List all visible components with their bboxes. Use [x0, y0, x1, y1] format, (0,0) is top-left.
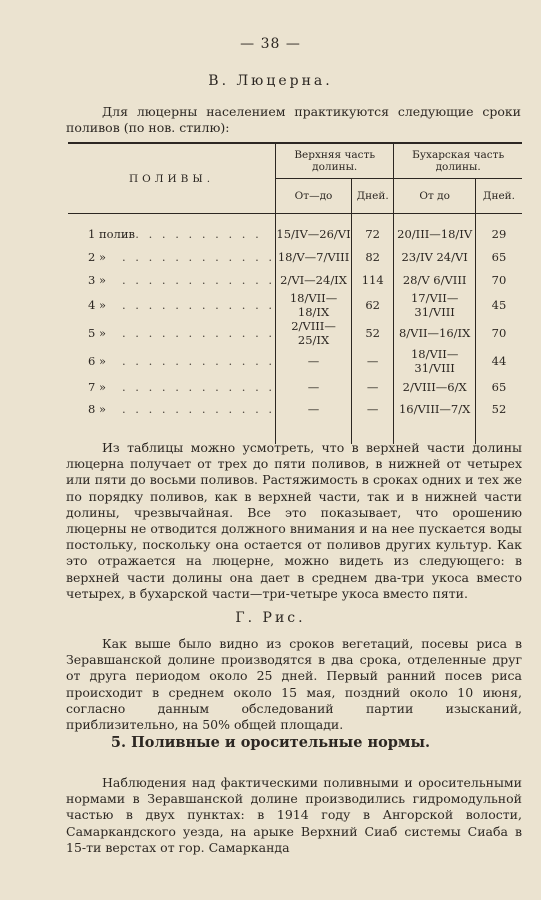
- intro-paragraph: Для люцерны населением практикуются следующие сроки поливов (по нов. стилю):: [66, 104, 521, 135]
- row-label: [68, 291, 276, 319]
- cell-upper-range: —: [276, 398, 352, 444]
- table-row: [68, 214, 522, 246]
- table-row: [68, 245, 522, 268]
- cell-bukhara-days: 45: [475, 291, 522, 319]
- cell-bukhara-range: 23/IV 24/VI: [394, 245, 476, 268]
- row-leader-dots: . . . . . . . . . . . .: [122, 249, 276, 264]
- subheader-bukhara-range: От до: [394, 179, 476, 214]
- row-number: 5 »: [88, 326, 107, 340]
- row-leader-dots: . . . . . . . . . . .: [122, 226, 262, 241]
- row-leader-dots: . . . . . . . . . . . .: [122, 402, 276, 416]
- row-leader-dots: . . . . . . . . . . . .: [122, 326, 276, 340]
- cell-bukhara-days: 65: [475, 245, 522, 268]
- cell-upper-days: 72: [351, 214, 393, 246]
- irrigation-schedule-table: [68, 142, 522, 444]
- cell-upper-days: 62: [351, 291, 393, 319]
- cell-bukhara-days: 29: [475, 214, 522, 246]
- table-row: [68, 347, 522, 375]
- cell-upper-range: 18/VII—18/IX: [276, 291, 352, 319]
- cell-bukhara-range: 18/VII—31/VIII: [394, 347, 476, 375]
- paragraph-rice: Как выше было видно из сроков вегетаций, посевы риса в Зеравшанской долине производятся в два срока, отделенные друг от друга периодом около 25 дней. Первый ранний посев риса происходит в среднем около 15 мая, поздний около 10 июня, согласно данным обследований партии изысканий, приблизительно, на 50% общей площади.: [66, 636, 522, 733]
- paragraph-lucerne-analysis: Из таблицы можно усмотреть, что в верхней части долины люцерна получает от трех до пяти поливов, в нижней от четырех или пяти до восьми поливов. Растяжимость в сроках одних и тех же по порядку поливов, как в верхней части, так и в нижней части долины, чрезвычайная. Все это показывает, что орошению люцерны не отводится должного внимания и на нее пускается воды постольку, поскольку она остается от поливов других культур. Как это отражается на люцерне, можно видеть из следующего: в верхней части долины она дает в среднем два-три укоса вместо четырех, в бухарской части—три-четыре укоса вместо пяти.: [66, 440, 522, 601]
- section-title-rice: Г. Рис.: [235, 610, 306, 626]
- cell-bukhara-range: 2/VIII—6/X: [394, 375, 476, 398]
- cell-bukhara-range: 17/VII—31/VIII: [394, 291, 476, 319]
- header-bukhara-valley: Бухарская часть долины.: [394, 143, 522, 179]
- cell-upper-range: 18/V—7/VIII: [276, 245, 352, 268]
- cell-bukhara-range: 20/III—18/IV: [394, 214, 476, 246]
- cell-bukhara-days: 52: [475, 398, 522, 444]
- cell-upper-days: 114: [351, 268, 393, 291]
- header-polivy: ПОЛИВЫ.: [68, 143, 276, 214]
- row-number: 6 »: [88, 354, 107, 368]
- row-label: [68, 398, 276, 444]
- row-label: [68, 268, 276, 291]
- cell-upper-range: —: [276, 347, 352, 375]
- table-row: [68, 398, 522, 444]
- subheader-bukhara-days: Дней.: [475, 179, 522, 214]
- section-heading-norms: 5. Поливные и оросительные нормы.: [110, 734, 431, 751]
- row-number: 8 »: [88, 402, 107, 416]
- row-leader-dots: . . . . . . . . . . . .: [122, 272, 276, 287]
- table-row: [68, 268, 522, 291]
- row-label: [68, 319, 276, 347]
- table-row: [68, 319, 522, 347]
- subheader-upper-days: Дней.: [351, 179, 393, 214]
- paragraph-norms: Наблюдения над фактическими поливными и оросительными нормами в Зеравшанской долине производились гидромодульной частью в двух пунктах: в 1914 году в Ангорской волости, Самаркандского уезда, на арыке Верхний Сиаб системы Сиаба в 15-ти верстах от гор. Самарканда: [66, 775, 522, 855]
- row-label: [68, 214, 276, 246]
- cell-upper-days: 52: [351, 319, 393, 347]
- cell-bukhara-days: 70: [475, 319, 522, 347]
- cell-bukhara-days: 44: [475, 347, 522, 375]
- subheader-upper-range: От—до: [276, 179, 352, 214]
- row-number: 2 »: [88, 249, 107, 264]
- table-row: [68, 291, 522, 319]
- cell-upper-days: —: [351, 375, 393, 398]
- row-number: 7 »: [88, 379, 107, 394]
- page-number: — 38 —: [240, 36, 301, 52]
- row-number: 3 »: [88, 272, 107, 287]
- cell-bukhara-days: 70: [475, 268, 522, 291]
- row-leader-dots: . . . . . . . . . . . .: [122, 354, 276, 368]
- row-label: [68, 375, 276, 398]
- table-row: [68, 375, 522, 398]
- cell-upper-days: —: [351, 398, 393, 444]
- cell-bukhara-days: 65: [475, 375, 522, 398]
- cell-upper-range: 2/VI—24/IX: [276, 268, 352, 291]
- row-label: [68, 347, 276, 375]
- row-number: 4 »: [88, 298, 107, 312]
- cell-upper-range: —: [276, 375, 352, 398]
- cell-upper-days: 82: [351, 245, 393, 268]
- cell-upper-days: —: [351, 347, 393, 375]
- cell-bukhara-range: 28/V 6/VIII: [394, 268, 476, 291]
- row-leader-dots: . . . . . . . . . . . .: [122, 379, 276, 394]
- section-title-lucerne: В. Люцерна.: [208, 73, 333, 89]
- cell-bukhara-range: 16/VIII—7/X: [394, 398, 476, 444]
- cell-upper-range: 15/IV—26/VI: [276, 214, 352, 246]
- row-number: 1 полив: [88, 226, 136, 241]
- cell-upper-range: 2/VIII—25/IX: [276, 319, 352, 347]
- row-label: [68, 245, 276, 268]
- cell-bukhara-range: 8/VII—16/IX: [394, 319, 476, 347]
- header-upper-valley: Верхняя часть долины.: [276, 143, 394, 179]
- row-leader-dots: . . . . . . . . . . . .: [122, 298, 276, 312]
